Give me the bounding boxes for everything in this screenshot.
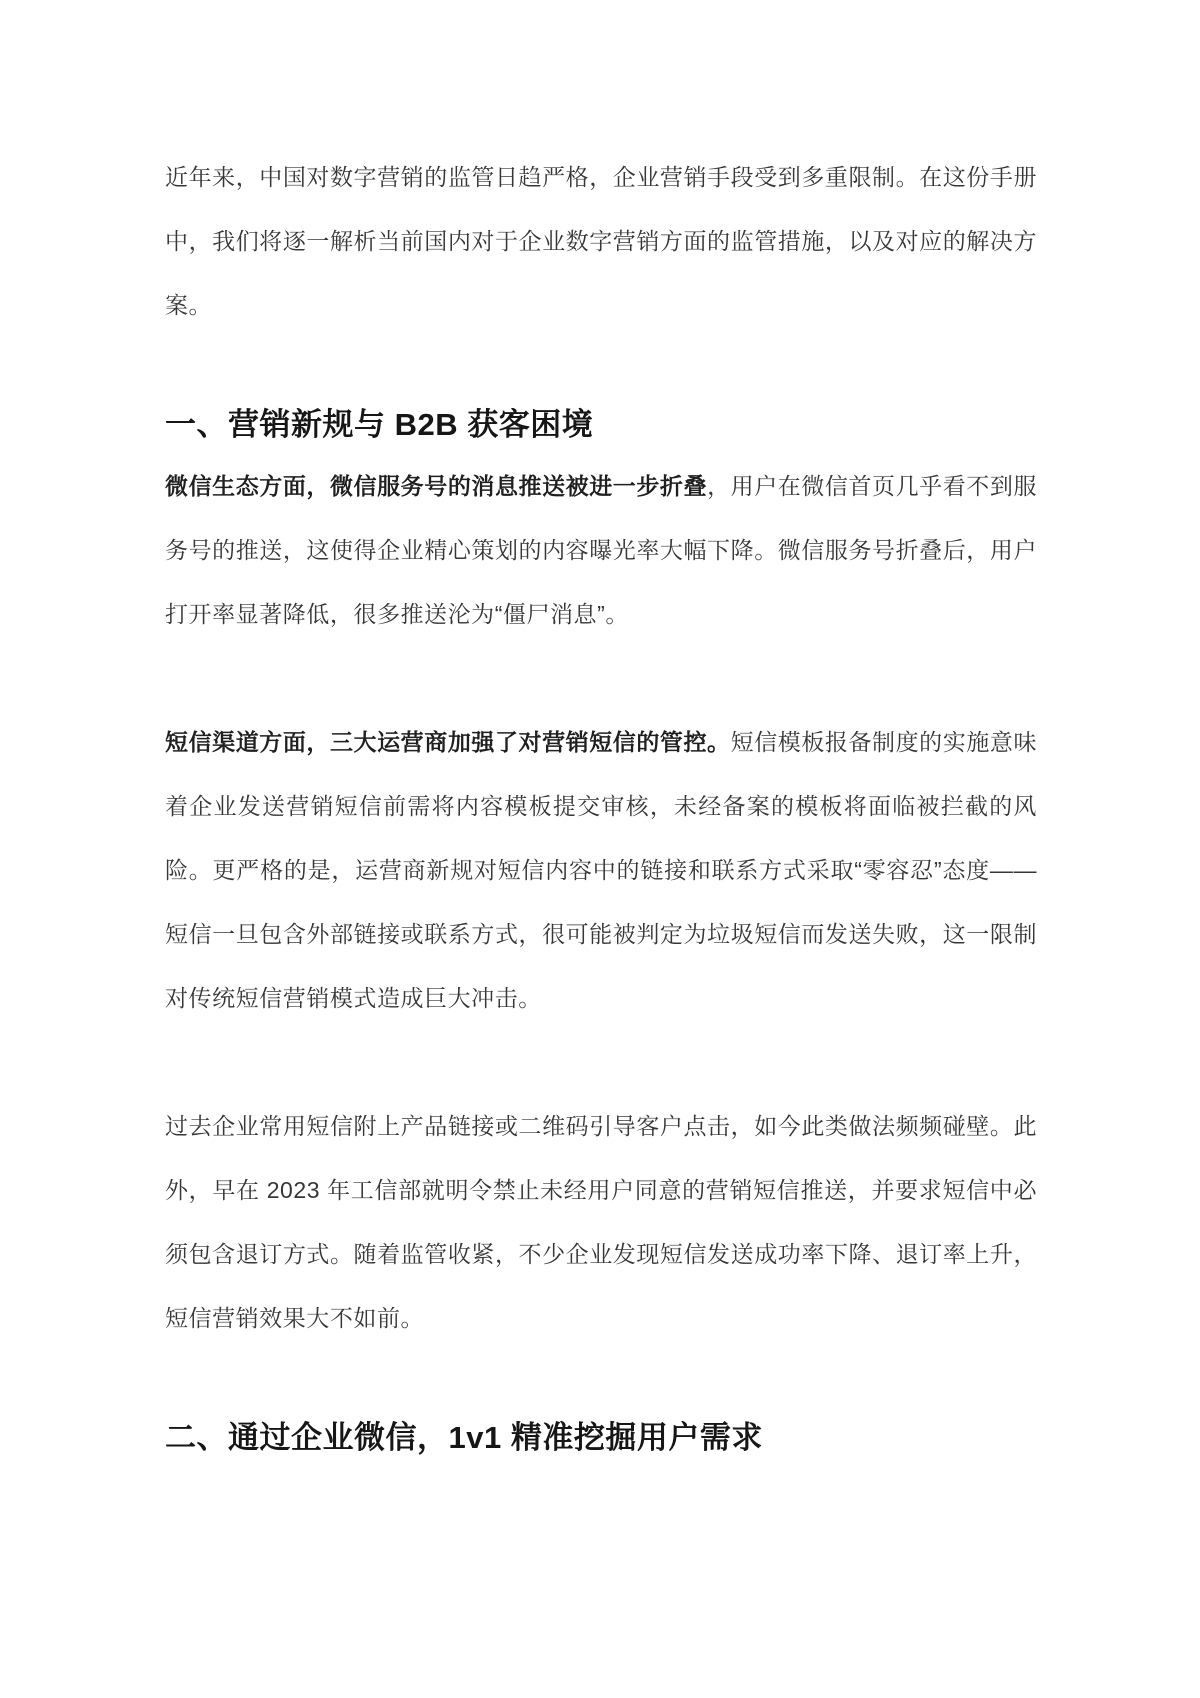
sms-paragraph bbox=[165, 710, 1037, 1030]
wechat-paragraph bbox=[165, 454, 1037, 646]
sms-paragraph-text: 短信模板报备制度的实施意味着企业发送营销短信前需将内容模板提交审核，未经备案的模板将面临被拦截的风险。更严格的是，运营商新规对短信内容中的链接和联系方式采取“零容忍”态度——短信一旦包含外部链接或联系方式，很可能被判定为垃圾短信而发送失败，这一限制对传统短信营销模式造成巨大冲击。 bbox=[165, 729, 1038, 1011]
section1-heading: 一、营销新规与 B2B 获客困境 bbox=[165, 407, 594, 442]
sms-paragraph-bold-lead: 短信渠道方面，三大运营商加强了对营销短信的管控。 bbox=[165, 729, 731, 755]
document-content bbox=[165, 145, 1037, 1462]
sms-followup-paragraph: 过去企业常用短信附上产品链接或二维码引导客户点击，如今此类做法频频碰壁。此外，早在 2023 年工信部就明令禁止未经用户同意的营销短信推送，并要求短信中必须包含退订方式。随着监管收紧，不少企业发现短信发送成功率下降、退订率上升，短信营销效果大不如前。 bbox=[165, 1113, 1037, 1331]
wechat-paragraph-bold-lead: 微信生态方面，微信服务号的消息推送被进一步折叠 bbox=[165, 473, 708, 499]
section2-heading: 二、通过企业微信，1v1 精准挖掘用户需求 bbox=[165, 1420, 763, 1455]
intro-paragraph: 近年来，中国对数字营销的监管日趋严格，企业营销手段受到多重限制。在这份手册中，我们将逐一解析当前国内对于企业数字营销方面的监管措施，以及对应的解决方案。 bbox=[165, 164, 1037, 318]
wechat-paragraph-text: ，用户在微信首页几乎看不到服务号的推送，这使得企业精心策划的内容曝光率大幅下降。微信服务号折叠后，用户打开率显著降低，很多推送沦为“僵尸消息”。 bbox=[165, 473, 1037, 627]
